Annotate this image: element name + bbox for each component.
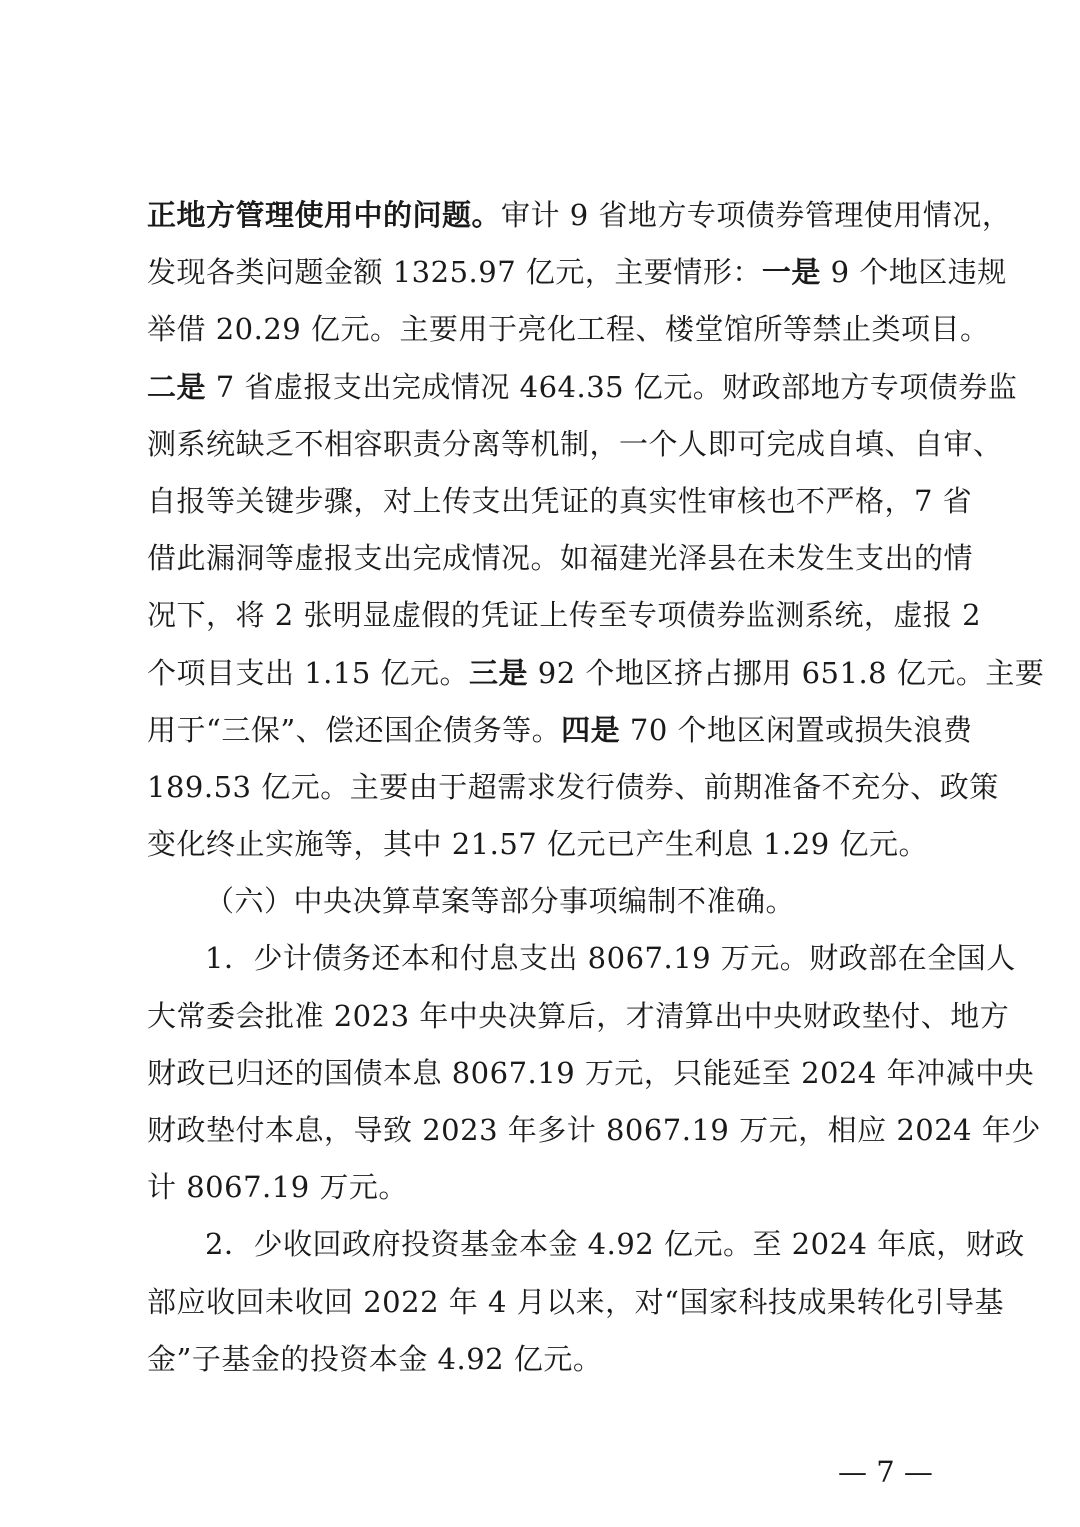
bold-text-segment: 四是 <box>561 712 621 747</box>
text-line <box>147 1159 937 1216</box>
text-line <box>147 1274 1004 1331</box>
text-line <box>147 1102 1041 1159</box>
text-line <box>147 587 982 644</box>
text-line <box>147 873 937 930</box>
text-segment: 财政已归还的国债本息 8067.19 万元，只能延至 2024 年冲减中央 <box>147 1055 1035 1090</box>
text-segment: （六）中央决算草案等部分事项编制不准确。 <box>205 884 796 919</box>
text-segment: 变化终止实施等，其中 21.57 亿元已产生利息 1.29 亿元。 <box>147 827 928 862</box>
text-line <box>147 930 1016 987</box>
text-line <box>147 301 990 358</box>
text-line <box>147 530 974 587</box>
text-segment: 自报等关键步骤，对上传支出凭证的真实性审核也不严格，7 省 <box>147 483 973 518</box>
text-line <box>147 988 1010 1045</box>
text-line <box>147 759 999 816</box>
text-segment: 1．少计债务还本和付息支出 8067.19 万元。财政部在全国人 <box>205 941 1016 976</box>
text-segment: 况下，将 2 张明显虚假的凭证上传至专项债券监测系统，虚报 2 <box>147 598 982 633</box>
text-line <box>147 645 1045 702</box>
text-segment: 用于“三保”、偿还国企债务等。 <box>147 712 562 747</box>
text-segment: 金”子基金的投资本金 4.92 亿元。 <box>147 1341 603 1376</box>
text-segment: 借此漏洞等虚报支出完成情况。如福建光泽县在未发生支出的情 <box>147 541 974 576</box>
text-line <box>147 702 973 759</box>
bold-text-segment: 一是 <box>761 255 821 290</box>
text-segment: 70 个地区闲置或损失浪费 <box>620 712 973 747</box>
bold-text-segment: 正地方管理使用中的问题。 <box>147 198 502 232</box>
text-segment: 财政垫付本息，导致 2023 年多计 8067.19 万元，相应 2024 年少 <box>147 1113 1041 1147</box>
text-line <box>147 416 1003 473</box>
text-segment: 2．少收回政府投资基金本金 4.92 亿元。至 2024 年底，财政 <box>205 1227 1025 1262</box>
text-segment: 发现各类问题金额 1325.97 亿元，主要情形： <box>147 255 762 290</box>
text-segment: 92 个地区挤占挪用 651.8 亿元。主要 <box>528 655 1045 690</box>
text-segment: 189.53 亿元。主要由于超需求发行债券、前期准备不充分、政策 <box>147 769 999 804</box>
text-line <box>147 1045 1035 1102</box>
text-line <box>147 244 1007 301</box>
text-segment: 测系统缺乏不相容职责分离等机制，一个人即可完成自填、自审、 <box>147 426 1003 461</box>
document-body <box>147 187 1045 1388</box>
text-segment: 个项目支出 1.15 亿元。 <box>147 655 470 690</box>
text-line <box>147 1216 1025 1273</box>
text-segment: 计 8067.19 万元。 <box>147 1170 408 1205</box>
page-number: — 7 — <box>838 1455 933 1489</box>
text-segment: 大常委会批准 2023 年中央决算后，才清算出中央财政垫付、地方 <box>147 998 1010 1033</box>
bold-text-segment: 二是 <box>147 369 207 404</box>
text-segment: 举借 20.29 亿元。主要用于亮化工程、楼堂馆所等禁止类项目。 <box>147 312 990 347</box>
text-segment: 审计 9 省地方专项债券管理使用情况， <box>501 198 1012 232</box>
text-line <box>147 816 937 873</box>
text-line <box>147 473 973 530</box>
text-segment: 9 个地区违规 <box>820 255 1007 290</box>
text-line <box>147 187 1012 244</box>
text-segment: 7 省虚报支出完成情况 464.35 亿元。财政部地方专项债券监 <box>206 369 1018 404</box>
bold-text-segment: 三是 <box>469 655 529 690</box>
text-segment: 部应收回未收回 2022 年 4 月以来，对“国家科技成果转化引导基 <box>147 1284 1004 1319</box>
text-line <box>147 1331 937 1388</box>
text-line <box>147 359 1018 416</box>
